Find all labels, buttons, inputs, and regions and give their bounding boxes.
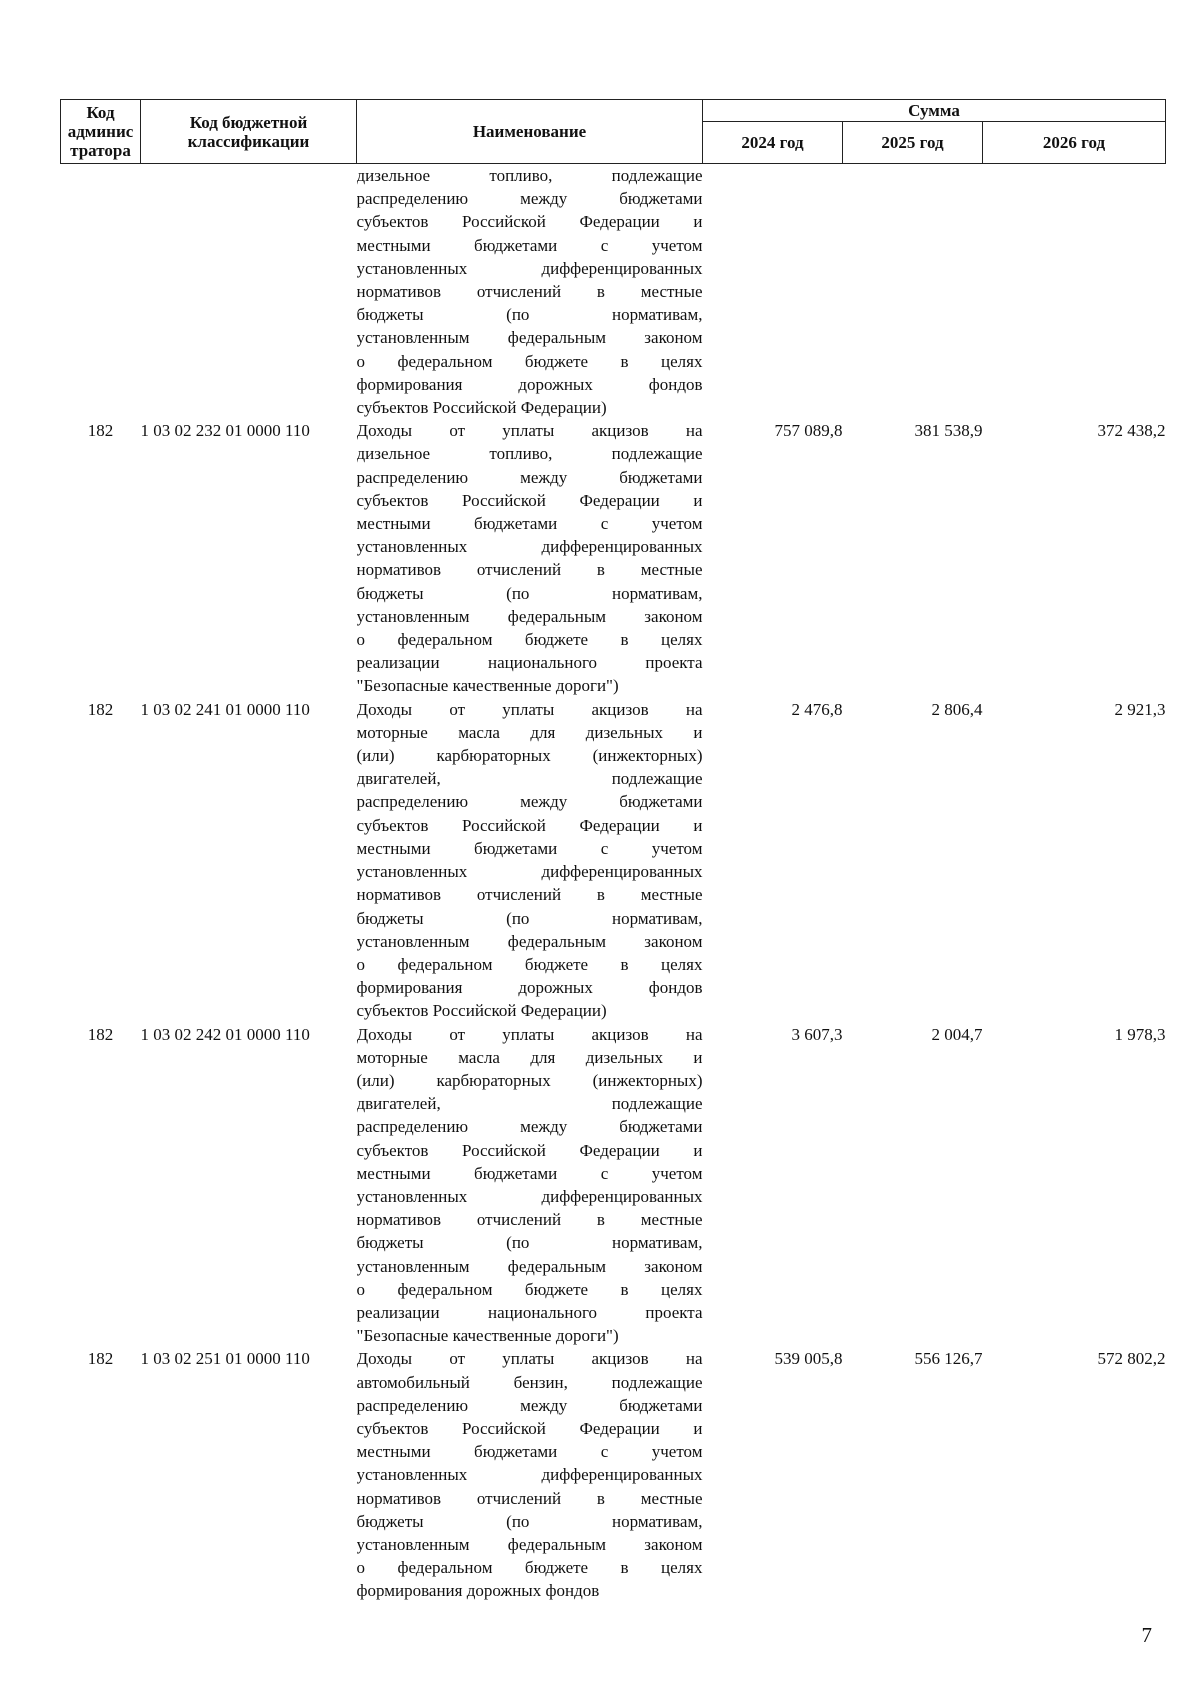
amount-2025-cell: 2 004,7 [931,1024,983,1044]
name-line: (или) карбюраторных (инжекторных) [356,746,703,766]
name-line: моторные масла для дизельных и [356,1047,703,1067]
name-line: автомобильный бензин, подлежащие [356,1372,703,1392]
budget-table [60,99,1166,1603]
header-budget-code: Код бюджетной классификации [141,100,357,164]
name-line: формирования дорожных фондов [356,374,703,394]
name-line: бюджеты (по нормативам, [356,1233,703,1253]
name-line: "Безопасные качественные дороги") [356,1326,619,1346]
table-row-continuation [61,164,1166,420]
name-line: моторные масла для дизельных и [356,722,703,742]
name-line: нормативов отчислений в местные [356,1488,703,1508]
name-line: местными бюджетами с учетом [356,514,703,534]
name-line: распределению между бюджетами [356,189,703,209]
name-line: формирования дорожных фондов [356,978,703,998]
name-cell [357,419,703,697]
name-line: Доходы от уплаты акцизов на [356,421,703,441]
amount-2026-cell: 1 978,3 [1114,1024,1166,1044]
name-line: распределению между бюджетами [356,1395,703,1415]
name-line: установленным федеральным законом [356,931,703,951]
name-line: субъектов Российской Федерации и [356,490,703,510]
name-line: бюджеты (по нормативам, [356,1511,703,1531]
name-line: о федеральном бюджете в целях [356,630,703,650]
amount-2026-cell: 2 921,3 [1114,699,1166,719]
name-line: двигателей, подлежащие [356,1094,703,1114]
amount-2025-cell: 2 806,4 [931,699,983,719]
name-cell [357,1347,703,1602]
header-year-2025: 2025 год [843,122,983,164]
budget-code-cell: 1 03 02 232 01 0000 110 [140,421,310,441]
name-line: Доходы от уплаты акцизов на [356,699,703,719]
name-line: нормативов отчислений в местные [356,1210,703,1230]
table-body [61,164,1166,1603]
amount-2024-cell: 757 089,8 [774,421,843,441]
name-line: установленным федеральным законом [356,1256,703,1276]
name-line: распределению между бюджетами [356,467,703,487]
name-line: Доходы от уплаты акцизов на [356,1024,703,1044]
name-line: бюджеты (по нормативам, [356,583,703,603]
name-line: местными бюджетами с учетом [356,838,703,858]
header-year-2024: 2024 год [703,122,843,164]
header-sum: Сумма [703,100,1166,122]
name-line: установленных дифференцированных [356,1465,703,1485]
amount-2025-cell: 556 126,7 [914,1349,983,1369]
name-line: местными бюджетами с учетом [356,1163,703,1183]
name-cell [357,698,703,1023]
continuation-name-cell [357,164,703,420]
name-line: реализации национального проекта [356,653,703,673]
name-line: субъектов Российской Федерации и [356,1418,703,1438]
budget-code-cell: 1 03 02 251 01 0000 110 [140,1349,310,1369]
name-line: местными бюджетами с учетом [356,1442,703,1462]
name-line: местными бюджетами с учетом [356,235,703,255]
admin-code-cell: 182 [87,699,114,719]
name-line: дизельное топливо, подлежащие [356,444,703,464]
table-row [61,1023,1166,1348]
name-line: распределению между бюджетами [356,792,703,812]
name-line: установленным федеральным законом [356,1534,703,1554]
name-line: о федеральном бюджете в целях [356,1279,703,1299]
name-line: установленных дифференцированных [356,1186,703,1206]
name-line: субъектов Российской Федерации) [356,398,607,418]
admin-code-cell: 182 [87,1024,114,1044]
name-line: установленных дифференцированных [356,537,703,557]
header-admin-code: Код админис тратора [61,100,141,164]
name-line: "Безопасные качественные дороги") [356,676,619,696]
name-line: формирования дорожных фондов [356,1581,600,1601]
name-line: дизельное топливо, подлежащие [356,166,703,185]
name-line: субъектов Российской Федерации и [356,1140,703,1160]
name-line: установленных дифференцированных [356,258,703,278]
page-number: 7 [1141,1623,1152,1647]
budget-code-cell: 1 03 02 242 01 0000 110 [140,1024,310,1044]
name-line: о федеральном бюджете в целях [356,351,703,371]
header-year-2026: 2026 год [983,122,1166,164]
name-line: реализации национального проекта [356,1302,703,1322]
name-line: Доходы от уплаты акцизов на [356,1349,703,1369]
table-row [61,698,1166,1023]
name-line: нормативов отчислений в местные [356,885,703,905]
admin-code-cell: 182 [87,421,114,441]
name-line: (или) карбюраторных (инжекторных) [356,1070,703,1090]
amount-2025-cell: 381 538,9 [914,421,983,441]
name-line: субъектов Российской Федерации и [356,212,703,232]
name-line: двигателей, подлежащие [356,769,703,789]
name-cell [357,1023,703,1348]
name-line: установленным федеральным законом [356,328,703,348]
name-line: установленным федеральным законом [356,606,703,626]
table-row [61,419,1166,697]
budget-code-cell: 1 03 02 241 01 0000 110 [140,699,310,719]
admin-code-cell: 182 [87,1349,114,1369]
name-line: распределению между бюджетами [356,1117,703,1137]
name-line: установленных дифференцированных [356,862,703,882]
name-line: о федеральном бюджете в целях [356,1558,703,1578]
table-header [61,100,1166,164]
amount-2024-cell: 539 005,8 [774,1349,843,1369]
amount-2026-cell: 372 438,2 [1097,421,1166,441]
table-row [61,1347,1166,1602]
name-line: бюджеты (по нормативам, [356,305,703,325]
name-line: бюджеты (по нормативам, [356,908,703,928]
name-line: нормативов отчислений в местные [356,282,703,302]
name-line: субъектов Российской Федерации и [356,815,703,835]
name-line: субъектов Российской Федерации) [356,1001,607,1021]
amount-2024-cell: 2 476,8 [791,699,843,719]
name-line: о федеральном бюджете в целях [356,954,703,974]
amount-2024-cell: 3 607,3 [791,1024,843,1044]
name-line: нормативов отчислений в местные [356,560,703,580]
header-name: Наименование [357,100,703,164]
amount-2026-cell: 572 802,2 [1097,1349,1166,1369]
